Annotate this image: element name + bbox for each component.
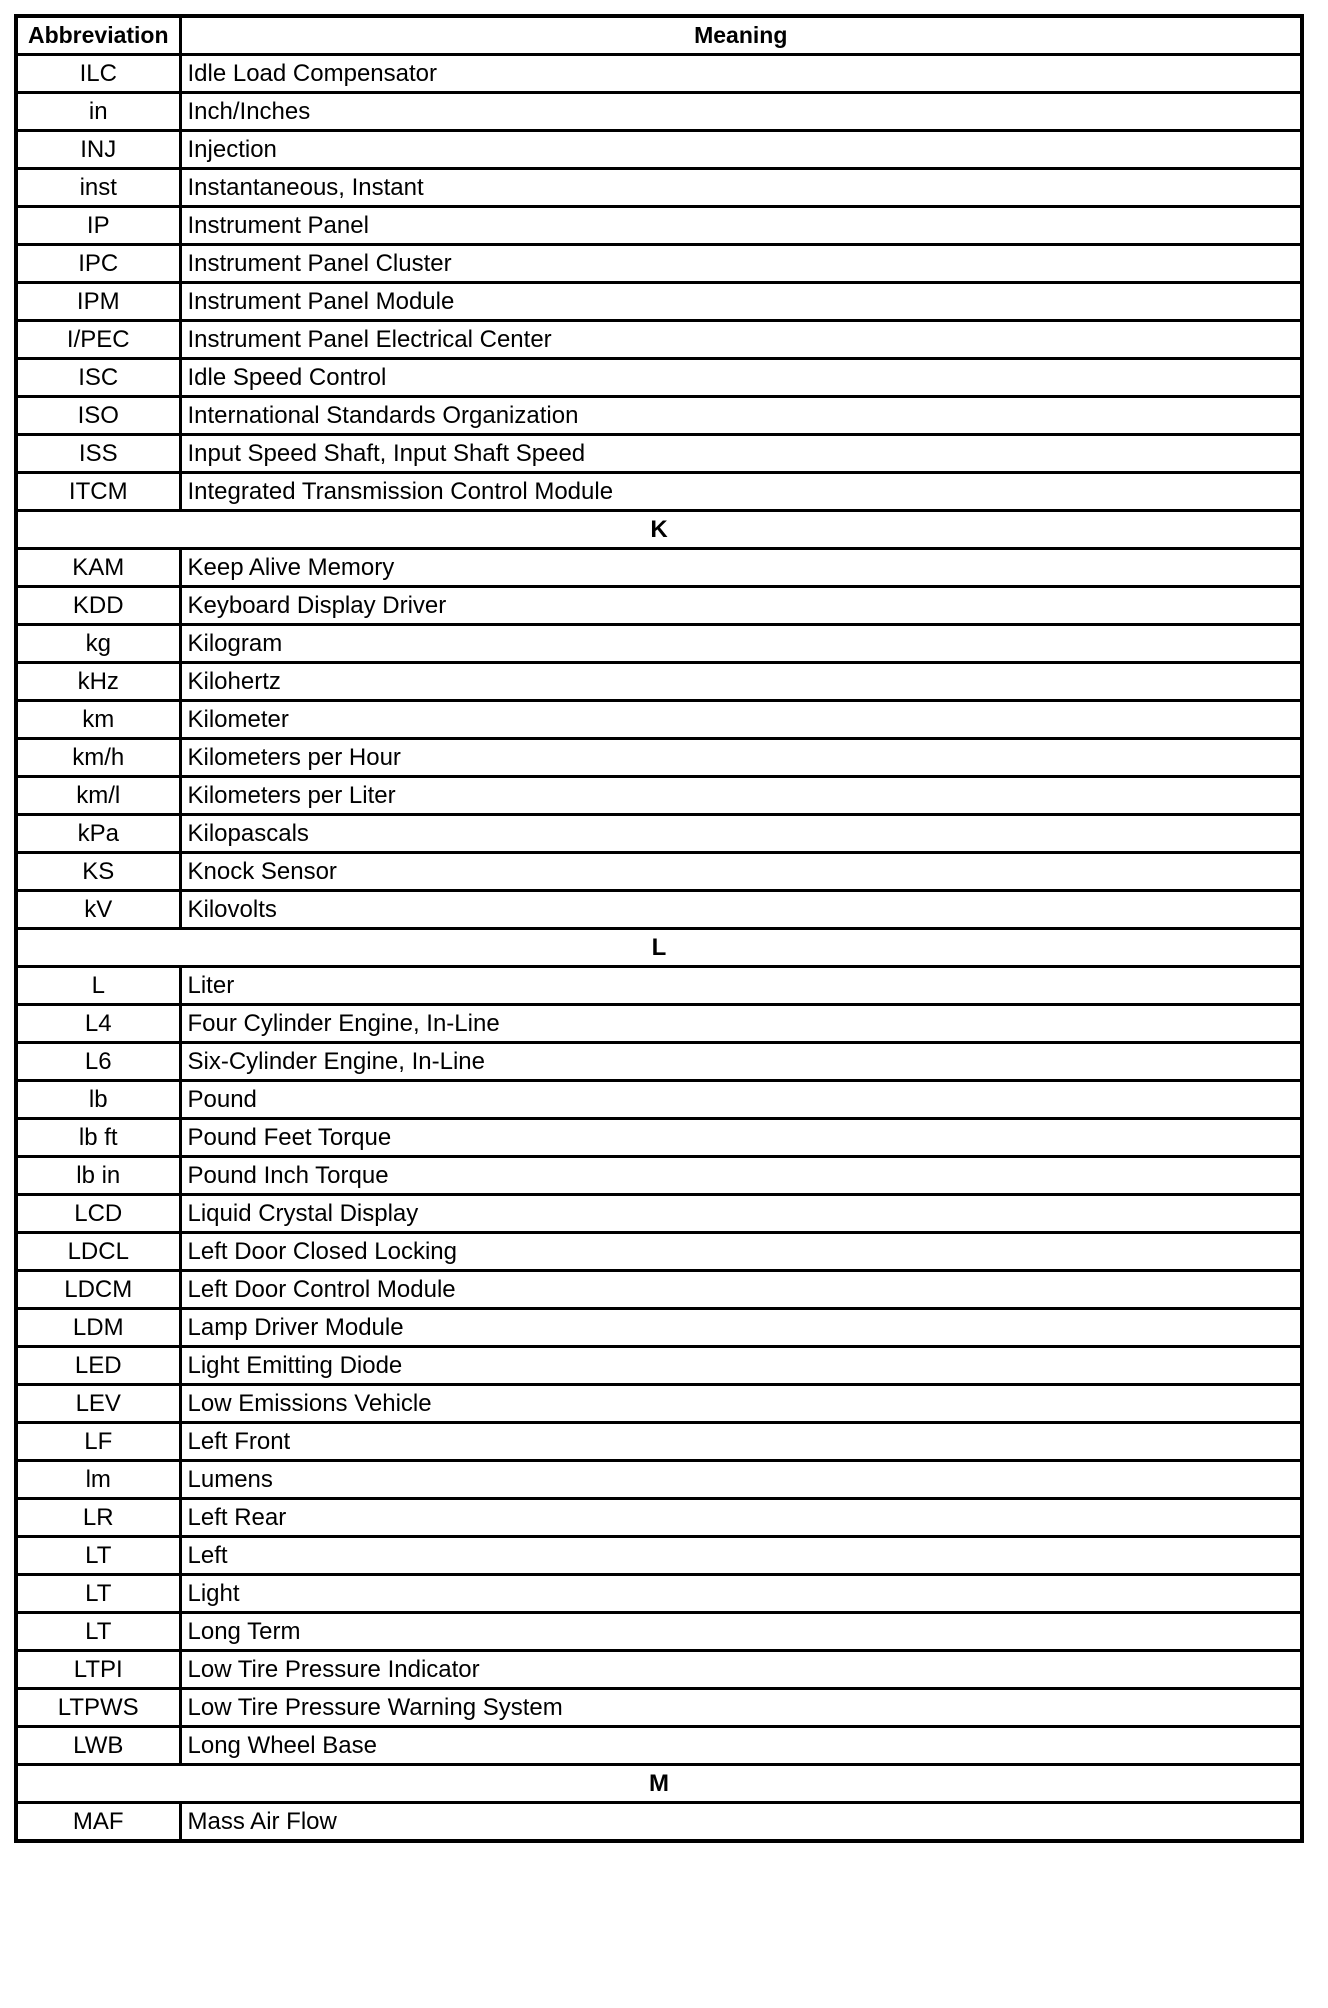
table-row (16, 663, 1302, 701)
abbreviation-cell: LWB (16, 1727, 180, 1765)
meaning-cell: Lamp Driver Module (180, 1309, 1302, 1347)
table-body (16, 55, 1302, 1842)
abbreviation-cell: kPa (16, 815, 180, 853)
table-header-row (16, 16, 1302, 55)
abbreviation-cell: km/l (16, 777, 180, 815)
table-row (16, 549, 1302, 587)
abbreviation-cell: ILC (16, 55, 180, 93)
meaning-cell: Low Tire Pressure Indicator (180, 1651, 1302, 1689)
abbreviation-cell: kg (16, 625, 180, 663)
section-letter: L (16, 929, 1302, 967)
meaning-cell: Kilopascals (180, 815, 1302, 853)
meaning-cell: Liquid Crystal Display (180, 1195, 1302, 1233)
meaning-cell: Left Door Control Module (180, 1271, 1302, 1309)
meaning-cell: Kilometer (180, 701, 1302, 739)
table-row (16, 207, 1302, 245)
abbreviation-cell: km/h (16, 739, 180, 777)
abbreviation-cell: L (16, 967, 180, 1005)
abbreviation-cell: LDCM (16, 1271, 180, 1309)
table-row (16, 93, 1302, 131)
meaning-cell: Kilohertz (180, 663, 1302, 701)
abbreviation-cell: IPC (16, 245, 180, 283)
section-header-row (16, 929, 1302, 967)
meaning-cell: Four Cylinder Engine, In-Line (180, 1005, 1302, 1043)
table-row (16, 1613, 1302, 1651)
table-row (16, 815, 1302, 853)
abbreviation-cell: LR (16, 1499, 180, 1537)
abbreviation-cell: in (16, 93, 180, 131)
table-row (16, 169, 1302, 207)
column-header-abbreviation: Abbreviation (16, 16, 180, 55)
table-row (16, 1347, 1302, 1385)
meaning-cell: Light Emitting Diode (180, 1347, 1302, 1385)
meaning-cell: Left Front (180, 1423, 1302, 1461)
table-row (16, 1803, 1302, 1842)
abbreviation-cell: lb (16, 1081, 180, 1119)
abbreviation-cell: INJ (16, 131, 180, 169)
abbreviation-cell: LCD (16, 1195, 180, 1233)
abbreviation-cell: LT (16, 1537, 180, 1575)
meaning-cell: Instrument Panel Module (180, 283, 1302, 321)
table-row (16, 853, 1302, 891)
table-row (16, 1233, 1302, 1271)
abbreviation-cell: LF (16, 1423, 180, 1461)
meaning-cell: Kilometers per Hour (180, 739, 1302, 777)
abbreviation-cell: KAM (16, 549, 180, 587)
table-row (16, 1081, 1302, 1119)
meaning-cell: Liter (180, 967, 1302, 1005)
abbreviation-cell: lb ft (16, 1119, 180, 1157)
meaning-cell: Kilometers per Liter (180, 777, 1302, 815)
table-row (16, 1537, 1302, 1575)
meaning-cell: Injection (180, 131, 1302, 169)
meaning-cell: Keyboard Display Driver (180, 587, 1302, 625)
table-row (16, 1043, 1302, 1081)
table-row (16, 1309, 1302, 1347)
abbreviation-cell: kHz (16, 663, 180, 701)
meaning-cell: Keep Alive Memory (180, 549, 1302, 587)
meaning-cell: Low Tire Pressure Warning System (180, 1689, 1302, 1727)
table-row (16, 891, 1302, 929)
abbreviation-cell: IPM (16, 283, 180, 321)
table-row (16, 1727, 1302, 1765)
abbreviation-cell: km (16, 701, 180, 739)
abbreviation-cell: LT (16, 1613, 180, 1651)
abbreviation-cell: ITCM (16, 473, 180, 511)
abbreviation-table (14, 14, 1304, 1843)
table-row (16, 1423, 1302, 1461)
meaning-cell: Instrument Panel Electrical Center (180, 321, 1302, 359)
table-row (16, 701, 1302, 739)
table-row (16, 777, 1302, 815)
abbreviation-cell: inst (16, 169, 180, 207)
table-row (16, 625, 1302, 663)
meaning-cell: Idle Speed Control (180, 359, 1302, 397)
abbreviation-cell: L4 (16, 1005, 180, 1043)
table-row (16, 1385, 1302, 1423)
table-row (16, 55, 1302, 93)
table-row (16, 967, 1302, 1005)
meaning-cell: Integrated Transmission Control Module (180, 473, 1302, 511)
abbreviation-cell: IP (16, 207, 180, 245)
table-row (16, 1157, 1302, 1195)
meaning-cell: Pound (180, 1081, 1302, 1119)
meaning-cell: Mass Air Flow (180, 1803, 1302, 1842)
section-header-row (16, 511, 1302, 549)
table-row (16, 359, 1302, 397)
table-row (16, 397, 1302, 435)
table-row (16, 1651, 1302, 1689)
abbreviation-cell: L6 (16, 1043, 180, 1081)
table-row (16, 283, 1302, 321)
table-row (16, 435, 1302, 473)
abbreviation-cell: LDCL (16, 1233, 180, 1271)
meaning-cell: Long Term (180, 1613, 1302, 1651)
meaning-cell: Pound Feet Torque (180, 1119, 1302, 1157)
table-row (16, 1689, 1302, 1727)
meaning-cell: International Standards Organization (180, 397, 1302, 435)
meaning-cell: Instrument Panel Cluster (180, 245, 1302, 283)
meaning-cell: Pound Inch Torque (180, 1157, 1302, 1195)
meaning-cell: Input Speed Shaft, Input Shaft Speed (180, 435, 1302, 473)
meaning-cell: Low Emissions Vehicle (180, 1385, 1302, 1423)
column-header-meaning: Meaning (180, 16, 1302, 55)
meaning-cell: Six-Cylinder Engine, In-Line (180, 1043, 1302, 1081)
section-letter: M (16, 1765, 1302, 1803)
table-row (16, 1119, 1302, 1157)
table-row (16, 1575, 1302, 1613)
abbreviation-cell: LDM (16, 1309, 180, 1347)
abbreviation-cell: LED (16, 1347, 180, 1385)
abbreviation-cell: ISS (16, 435, 180, 473)
table-row (16, 739, 1302, 777)
table-row (16, 321, 1302, 359)
meaning-cell: Kilogram (180, 625, 1302, 663)
abbreviation-cell: kV (16, 891, 180, 929)
table-row (16, 587, 1302, 625)
table-row (16, 473, 1302, 511)
abbreviation-cell: MAF (16, 1803, 180, 1842)
abbreviation-cell: ISO (16, 397, 180, 435)
table-row (16, 131, 1302, 169)
meaning-cell: Inch/Inches (180, 93, 1302, 131)
abbreviation-cell: ISC (16, 359, 180, 397)
table-row (16, 1461, 1302, 1499)
abbreviation-cell: LTPI (16, 1651, 180, 1689)
abbreviation-cell: LT (16, 1575, 180, 1613)
table-row (16, 1499, 1302, 1537)
meaning-cell: Left Rear (180, 1499, 1302, 1537)
abbreviation-cell: lb in (16, 1157, 180, 1195)
meaning-cell: Knock Sensor (180, 853, 1302, 891)
meaning-cell: Instantaneous, Instant (180, 169, 1302, 207)
meaning-cell: Light (180, 1575, 1302, 1613)
meaning-cell: Left (180, 1537, 1302, 1575)
table-row (16, 1195, 1302, 1233)
meaning-cell: Lumens (180, 1461, 1302, 1499)
abbreviation-cell: LEV (16, 1385, 180, 1423)
meaning-cell: Instrument Panel (180, 207, 1302, 245)
meaning-cell: Kilovolts (180, 891, 1302, 929)
section-letter: K (16, 511, 1302, 549)
meaning-cell: Left Door Closed Locking (180, 1233, 1302, 1271)
meaning-cell: Long Wheel Base (180, 1727, 1302, 1765)
abbreviation-cell: KDD (16, 587, 180, 625)
table-row (16, 1005, 1302, 1043)
table-row (16, 245, 1302, 283)
abbreviation-cell: LTPWS (16, 1689, 180, 1727)
section-header-row (16, 1765, 1302, 1803)
abbreviation-cell: I/PEC (16, 321, 180, 359)
abbreviation-cell: KS (16, 853, 180, 891)
meaning-cell: Idle Load Compensator (180, 55, 1302, 93)
table-row (16, 1271, 1302, 1309)
abbreviation-cell: lm (16, 1461, 180, 1499)
